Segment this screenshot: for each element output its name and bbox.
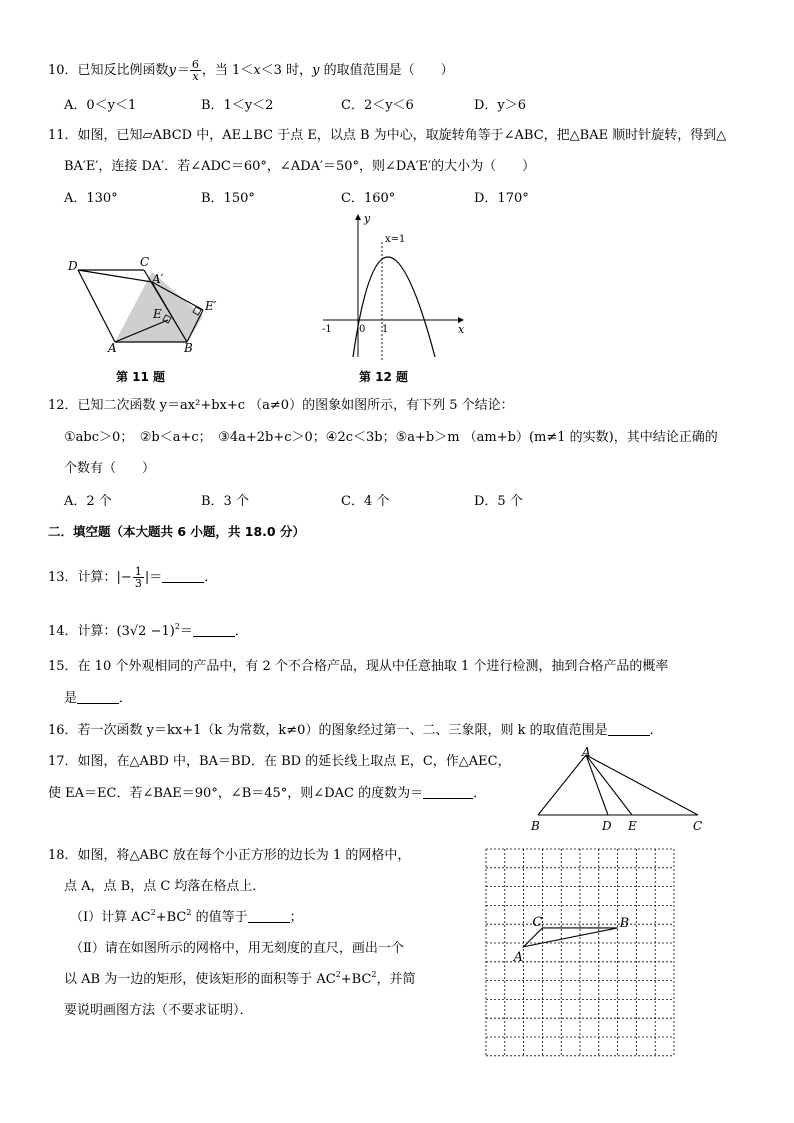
fig11-edge-da bbox=[78, 270, 115, 342]
fig11-edge-da1 bbox=[78, 270, 152, 282]
q18-sup3b: 2 bbox=[186, 908, 192, 917]
q11-option-a: A．130° bbox=[64, 191, 118, 206]
figure-11 bbox=[60, 252, 230, 362]
q10-option-a: A．0＜y＜1 bbox=[64, 98, 137, 113]
q18-text3c: 的值等于 bbox=[191, 910, 248, 925]
q12-line1 bbox=[48, 396, 514, 416]
q18-text3b: +BC bbox=[155, 910, 187, 925]
fig11-label-b: B bbox=[184, 341, 193, 355]
fig11-label-c: C bbox=[140, 255, 150, 269]
q18-line1 bbox=[48, 846, 410, 866]
q18-sup5a: 2 bbox=[335, 970, 341, 979]
q15-answer-blank bbox=[77, 691, 119, 704]
q17-line2 bbox=[48, 784, 486, 804]
q15-text2: 是 bbox=[64, 691, 78, 706]
q14-number: 14． bbox=[48, 624, 78, 639]
q11-text1: 如图，已知▱ABCD 中，AE⊥BC 于点 E，以点 B 为中心，取旋转角等于∠ABC，把△BAE 顺时针旋转，得到△ bbox=[77, 128, 727, 143]
fig17-label-a: A bbox=[582, 745, 591, 759]
q17-text2: 使 EA＝EC．若∠BAE＝90°，∠B＝45°，则∠DAC 的度数为＝ bbox=[48, 786, 424, 801]
fig18-label-c: C bbox=[532, 914, 543, 930]
fig12-label-zero: 0 bbox=[359, 324, 366, 335]
q14-text: 计算：(3√2 −1) bbox=[77, 624, 175, 639]
q18-text5b: +BC bbox=[340, 972, 372, 987]
q12-option-d: D．5 个 bbox=[474, 494, 523, 509]
q12-line2: ①abc＞0； ②b＜a+c； ③4a+2b+c＞0；④2c＜3b；⑤a+b＞m （am+b）(m≠1 的实数)，其中结论正确的 bbox=[64, 430, 718, 445]
q14-sup: 2 bbox=[174, 622, 180, 631]
fig11-label-e: E bbox=[153, 307, 162, 321]
fig12-label-one: 1 bbox=[382, 324, 389, 335]
q11-line1 bbox=[48, 126, 726, 146]
q16-line bbox=[48, 721, 663, 741]
q17-text1: 如图，在△ABD 中，BA＝BD．在 BD 的延长线上取点 E，C，作△AEC， bbox=[77, 754, 511, 769]
q14-end: ． bbox=[234, 624, 248, 639]
fig17-ad bbox=[586, 755, 608, 815]
q10-func: y＝ bbox=[168, 63, 189, 78]
q18-text5a: 以 AB 为一边的矩形，使该矩形的面积等于 AC bbox=[64, 972, 336, 987]
q11-option-d: D．170° bbox=[474, 191, 529, 206]
q13-tail: |＝ bbox=[144, 570, 163, 585]
q18-text3a: （Ⅰ）计算 AC bbox=[70, 910, 151, 925]
q12-line3: 个数有（ ） bbox=[64, 461, 156, 476]
q10-option-d: D．y＞6 bbox=[474, 98, 527, 113]
figure-18-grid bbox=[485, 848, 675, 1050]
q13-frac-num: 1 bbox=[134, 565, 142, 578]
q13-number: 13． bbox=[48, 570, 78, 585]
triangle-abc bbox=[524, 928, 618, 947]
q18-sup3a: 2 bbox=[150, 908, 156, 917]
fig11-label-d: D bbox=[68, 259, 78, 273]
fig18-label-b: B bbox=[619, 915, 630, 931]
q14-line bbox=[48, 622, 248, 642]
q17-answer-blank bbox=[423, 786, 473, 799]
q12-option-c: C．4 个 bbox=[341, 494, 390, 509]
fig17-ab bbox=[538, 755, 586, 815]
fig12-label-axis-line: x=1 bbox=[385, 234, 406, 245]
fig17-label-c: C bbox=[693, 819, 703, 833]
q14-answer-blank bbox=[193, 624, 235, 637]
q15-line1 bbox=[48, 657, 668, 677]
q16-number: 16． bbox=[48, 723, 78, 738]
fig12-parabola bbox=[353, 257, 435, 357]
q12-number: 12． bbox=[48, 398, 78, 413]
q13-text: 计算：|− bbox=[77, 570, 132, 585]
q15-end: ． bbox=[119, 691, 133, 706]
q17-end: ． bbox=[473, 786, 487, 801]
q18-line2: 点 A，点 B，点 C 均落在格点上． bbox=[64, 879, 266, 894]
q13-fraction bbox=[133, 566, 144, 589]
fig17-ac bbox=[586, 755, 698, 815]
figure12-caption: 第 12 题 bbox=[359, 370, 409, 384]
q16-answer-blank bbox=[608, 723, 650, 736]
q18-text5c: ，并简 bbox=[376, 972, 416, 987]
fig11-label-a1: A′ bbox=[152, 272, 164, 286]
fig12-y-arrow bbox=[355, 214, 361, 220]
fig17-label-e: E bbox=[628, 819, 637, 833]
q18-text1: 如图，将△ABC 放在每个小正方形的边长为 1 的网格中， bbox=[77, 848, 411, 863]
figure-12 bbox=[318, 212, 468, 362]
q10-option-c: C．2＜y＜6 bbox=[341, 98, 414, 113]
q18-answer-blank bbox=[248, 910, 290, 923]
q15-line2 bbox=[64, 689, 132, 709]
q16-end: ． bbox=[649, 723, 663, 738]
q15-text1: 在 10 个外观相同的产品中，有 2 个不合格产品，现从中任意抽取 1 个进行检测，抽到合格产品的概率 bbox=[77, 659, 669, 674]
q10-text-d: 的取值范围是（ ） bbox=[319, 63, 454, 78]
fig12-label-x: x bbox=[458, 323, 465, 336]
q10-fraction bbox=[190, 59, 201, 82]
q13-frac-den: 3 bbox=[134, 577, 142, 590]
q12-text1: 已知二次函数 y＝ax²+bx+c （a≠0）的图象如图所示，有下列 5 个结论： bbox=[77, 398, 514, 413]
q17-number: 17． bbox=[48, 754, 78, 769]
q10-stem bbox=[48, 59, 454, 82]
q16-text: 若一次函数 y＝kx+1（k 为常数，k≠0）的图象经过第一、二、三象限，则 k 的取值范围是 bbox=[77, 723, 608, 738]
q12-option-b: B．3 个 bbox=[201, 494, 249, 509]
q10-var-x: x bbox=[253, 63, 261, 78]
fig11-label-a: A bbox=[108, 341, 117, 355]
q11-option-b: B．150° bbox=[201, 191, 255, 206]
fig12-label-y: y bbox=[364, 212, 371, 225]
fig17-label-d: D bbox=[602, 819, 612, 833]
figure-17 bbox=[528, 745, 708, 840]
fig17-ae bbox=[586, 755, 632, 815]
fig12-label-neg1: -1 bbox=[322, 324, 332, 335]
q10-text-c: ＜3 时， bbox=[260, 63, 313, 78]
q11-option-c: C．160° bbox=[341, 191, 396, 206]
q18-line6: 要说明画图方法（不要求证明）． bbox=[64, 1003, 253, 1018]
q10-frac-num: 6 bbox=[191, 58, 199, 71]
q10-number: 10． bbox=[48, 63, 78, 78]
q10-text-a: 已知反比例函数 bbox=[77, 63, 169, 78]
q14-tail: ＝ bbox=[179, 624, 193, 639]
q10-frac-den: x bbox=[192, 70, 199, 83]
q18-sup5b: 2 bbox=[371, 970, 377, 979]
fig11-label-e1: E′ bbox=[205, 299, 217, 313]
q17-line1 bbox=[48, 752, 511, 772]
q11-number: 11． bbox=[48, 128, 78, 143]
q18-line5 bbox=[64, 970, 416, 990]
q11-line2: BA′E′，连接 DA′．若∠ADC＝60°，∠ADA′＝50°，则∠DA′E′的大小为（ ） bbox=[64, 159, 536, 174]
q10-text-b: ，当 1＜ bbox=[201, 63, 254, 78]
q13-answer-blank bbox=[162, 570, 204, 583]
q18-end3: ； bbox=[289, 910, 303, 925]
q10-option-b: B．1＜y＜2 bbox=[201, 98, 274, 113]
fig17-label-b: B bbox=[531, 819, 540, 833]
q18-line4: （Ⅱ）请在如图所示的网格中，用无刻度的直尺，画出一个 bbox=[70, 941, 404, 956]
q13-line bbox=[48, 566, 217, 589]
q10-var-y: y bbox=[312, 63, 320, 78]
q12-option-a: A．2 个 bbox=[64, 494, 112, 509]
section2-title: 二．填空题（本大题共 6 小题，共 18.0 分） bbox=[48, 524, 305, 539]
q18-line3 bbox=[70, 908, 303, 928]
q18-number: 18． bbox=[48, 848, 78, 863]
fig18-label-a: A bbox=[513, 949, 523, 965]
figure11-caption: 第 11 题 bbox=[116, 370, 166, 384]
q15-number: 15． bbox=[48, 659, 78, 674]
q13-end: ． bbox=[204, 570, 218, 585]
